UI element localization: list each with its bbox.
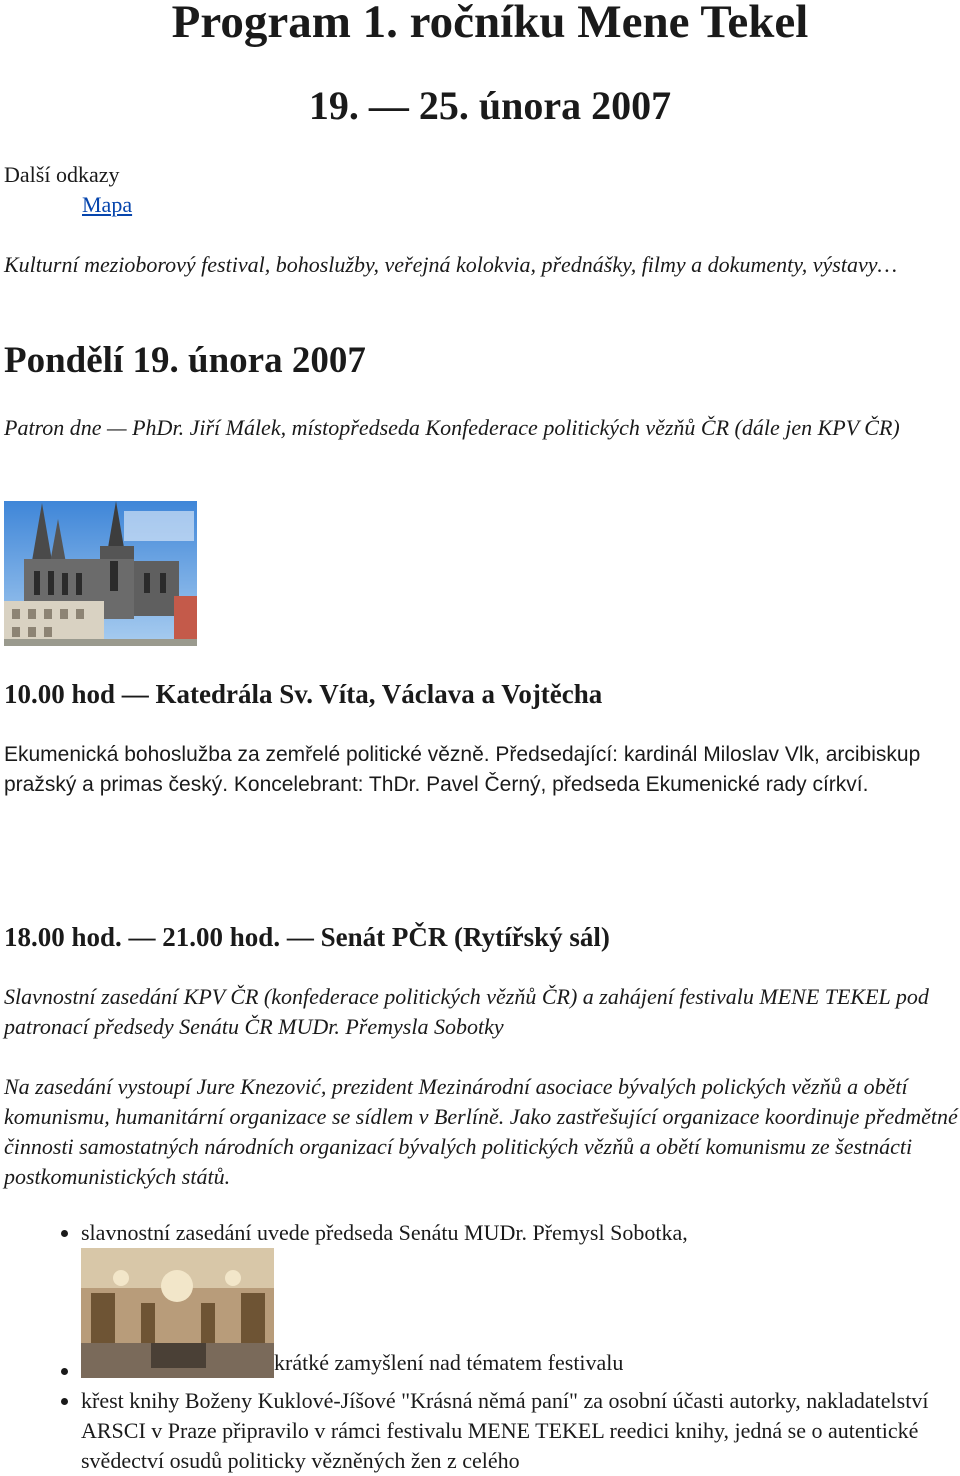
cathedral-photo [4, 501, 197, 646]
list-item [81, 1386, 960, 1476]
event-senate-intro: Slavnostní zasedání KPV ČR (konfederace politických vězňů ČR) a zahájení festivalu MENE TEKEL pod patronací předsedy Senátu ČR MUDr. Přemysla Sobotky [4, 984, 929, 1039]
festival-dates: 19. — 25. února 2007 [308, 83, 672, 128]
page-title: Program 1. ročníku Mene Tekel [171, 0, 809, 48]
list-item [81, 1248, 960, 1386]
map-link[interactable]: Mapa [82, 192, 133, 217]
day-heading: Pondělí 19. února 2007 [4, 340, 366, 381]
list-item-text: • krátké zamyšlení nad tématem festivalu [274, 1350, 624, 1375]
day-patron: Patron dne — PhDr. Jiří Málek, místopředseda Konfederace politických vězňů ČR (dále jen KPV ČR) [4, 415, 900, 440]
event-description-cathedral: Ekumenická bohoslužba za zemřelé politické vězně. Předsedající: kardinál Miloslav Vlk, arcibiskup pražský a primas český. Koncelebrant: ThDr. Pavel Černý, předseda Ekumenické rady církví. [4, 743, 921, 796]
event-title-senate: 18.00 hod. — 21.00 hod. — Senát PČR (Rytířský sál) [4, 922, 610, 952]
event-title-cathedral: 10.00 hod — Katedrála Sv. Víta, Václava a Vojtěcha [4, 679, 603, 709]
event-senate-speaker: Na zasedání vystoupí Jure Knezović, prezident Mezinárodní asociace bývalých polických vězňů a obětí komunismu, humanitární organizace se sídlem v Berlíně. Jako zastřešující organizace koordinuje předmětné činnosti samostatných národních organizací bývalých politických vězňů a obětí komunismu ze šestnácti postkomunistických států. [4, 1074, 958, 1189]
links-label: Další odkazy [4, 162, 120, 187]
program-list [40, 1218, 960, 1476]
list-item-text: křest knihy Boženy Kuklové-Jíšové "Krásná němá paní" za osobní účasti autorky, nakladatelství ARSCI v Praze připravilo v rámci festivalu MENE TEKEL reedici knihy, jedná se o autentické svědectví osudů politicky vězněných žen z celého [81, 1388, 929, 1473]
list-item-text: slavnostní zasedání uvede předseda Senátu MUDr. Přemysl Sobotka, [81, 1220, 688, 1245]
festival-intro: Kulturní mezioborový festival, bohoslužby, veřejná kolokvia, přednášky, filmy a dokumenty, výstavy… [4, 252, 898, 277]
knights-hall-photo [81, 1248, 274, 1378]
list-item [81, 1218, 960, 1248]
